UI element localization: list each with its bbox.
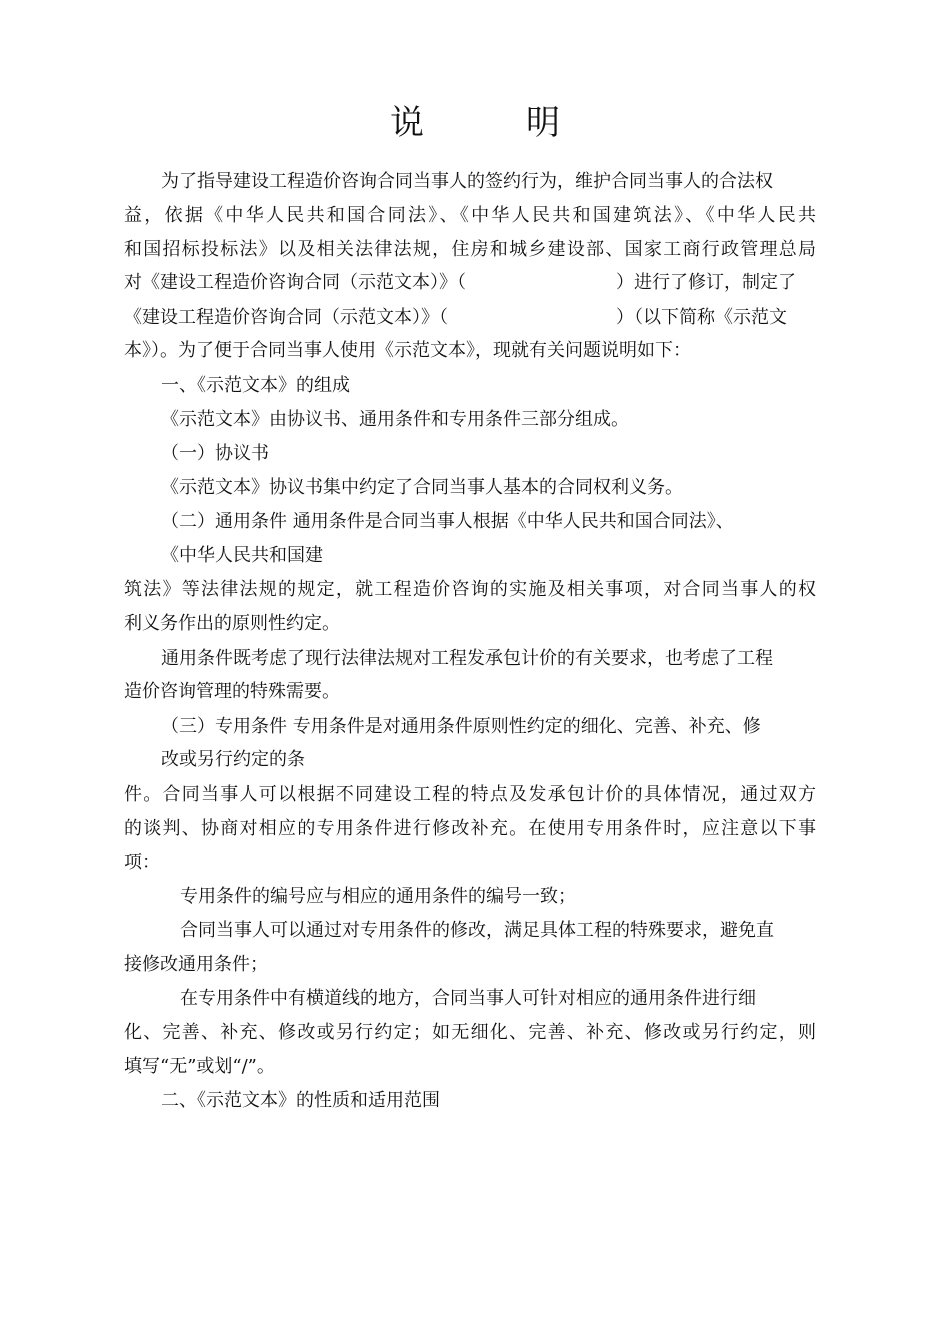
section-heading: 一、《示范文本》的组成 (161, 375, 350, 396)
paragraph-line: 利义务作出的原则性约定。 (124, 613, 340, 634)
list-item: 合同当事人可以通过对专用条件的修改，满足具体工程的特殊要求，避免直 (180, 920, 774, 941)
paragraph-line: 本》）。为了便于合同当事人使用《示范文本》，现就有关问题说明如下： (124, 340, 691, 361)
paragraph-line: 筑法》等法律法规的规定，就工程造价咨询的实施及相关事项，对合同当事人的权 (124, 579, 816, 600)
paragraph-line: 《建设工程造价咨询合同（示范文本）》（ (124, 307, 448, 328)
paragraph-line: 通用条件既考虑了现行法律法规对工程发承包计价的有关要求，也考虑了工程 (161, 648, 773, 669)
subsection-heading: （一）协议书 (161, 443, 269, 464)
section-heading: 二、《示范文本》的性质和适用范围 (161, 1090, 440, 1111)
paragraph-line: ）进行了修订，制定了 (616, 272, 796, 293)
paragraph-line: 《示范文本》协议书集中约定了合同当事人基本的合同权利义务。 (161, 477, 683, 498)
subsection-heading: （三）专用条件 专用条件是对通用条件原则性约定的细化、完善、补充、修 (161, 716, 761, 737)
paragraph-line: 接修改通用条件； (124, 954, 268, 975)
list-item: 在专用条件中有横道线的地方，合同当事人可针对相应的通用条件进行细 (180, 988, 756, 1009)
paragraph-line: 和国招标投标法》以及相关法律法规，住房和城乡建设部、国家工商行政管理总局 (124, 239, 816, 260)
subsection-heading: （二）通用条件 通用条件是合同当事人根据《中华人民共和国合同法》、 (161, 511, 734, 532)
paragraph-line: 项： (124, 852, 160, 873)
list-item: 专用条件的编号应与相应的通用条件的编号一致； (180, 886, 576, 907)
paragraph-line: 件。合同当事人可以根据不同建设工程的特点及发承包计价的具体情况，通过双方 (124, 784, 816, 805)
page-title: 说 明 (390, 103, 594, 143)
paragraph-line: 化、完善、补充、修改或另行约定；如无细化、完善、补充、修改或另行约定，则 (124, 1022, 816, 1043)
paragraph-line: 造价咨询管理的特殊需要。 (124, 681, 340, 702)
paragraph-line: 填写“无”或划“/”。 (124, 1056, 275, 1077)
paragraph-line: ）（以下简称《示范文 (616, 307, 787, 328)
paragraph-line: 益，依据《中华人民共和国合同法》、《中华人民共和国建筑法》、《中华人民共 (124, 205, 816, 226)
paragraph-line: 《中华人民共和国建 (161, 545, 323, 566)
paragraph-line: 改或另行约定的条 (161, 749, 305, 770)
paragraph-line: 的谈判、协商对相应的专用条件进行修改补充。在使用专用条件时，应注意以下事 (124, 818, 816, 839)
paragraph-line: 为了指导建设工程造价咨询合同当事人的签约行为，维护合同当事人的合法权 (161, 171, 773, 192)
paragraph-line: 对《建设工程造价咨询合同（示范文本）》（ (124, 272, 466, 293)
paragraph-line: 《示范文本》由协议书、通用条件和专用条件三部分组成。 (161, 409, 629, 430)
